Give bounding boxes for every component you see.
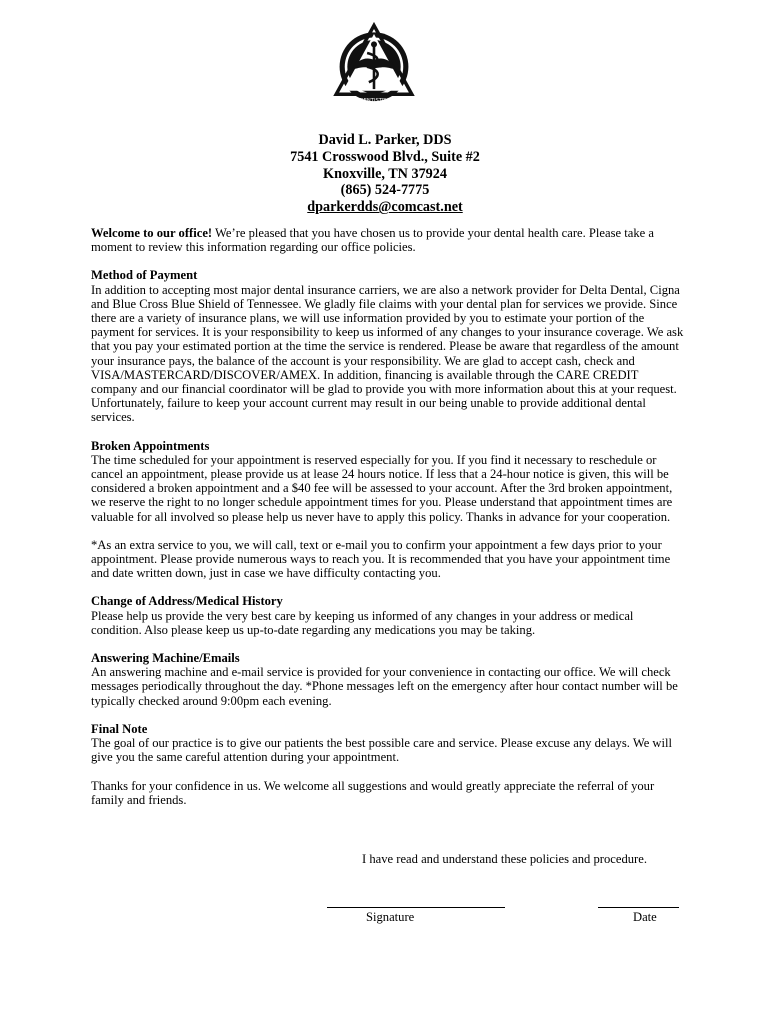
answering-text: An answering machine and e-mail service is provided for your convenience in contacting our office. We will check messages periodically throughout the day. *Phone messages left on the emergency after hour contact number will be typically checked around 9:00pm each evening. [91, 665, 678, 708]
date-label: Date [633, 910, 657, 924]
welcome-text: We’re pleased that you have chosen us to provide your dental health care. Please take a moment to review this information regarding our office policies. [91, 226, 654, 255]
practice-phone: (865) 524-7775 [340, 182, 430, 199]
practice-address-line1: 7541 Crosswood Blvd., Suite #2 [290, 148, 480, 165]
payment-text: In addition to accepting most major dental insurance carriers, we are also a network provider for Delta Dental, Cigna and Blue Cross Blue Shield of Tennessee. We gladly file claims with your dental plan for services we provide. Since there are a variety of insurance plans, we will use information provided by you to estimate your portion of the payment for services. It is your responsibility to keep us informed of any changes to your insurance coverage. We ask that you pay your estimated portion at the time the service is rendered. Please be aware that regardless of the amount your insurance pays, the balance of the account is your responsibility. We are glad to accept cash, check and VISA/MASTERCARD/DISCOVER/AMEX. In addition, financing is available through the CARE CREDIT company and our financial coordinator will be glad to provide you with more information about this at your request. Unfortunately, failure to keep your account current may result in our being unable to provide additional dental services. [91, 282, 684, 425]
address-change-heading: Change of Address/Medical History [91, 594, 283, 609]
date-line[interactable] [598, 907, 679, 908]
logo-text: DENTISTRY [359, 97, 389, 104]
broken-appointments-section [91, 439, 687, 524]
broken-heading: Broken Appointments [91, 438, 210, 453]
signature-line[interactable] [327, 907, 505, 908]
practice-name: David L. Parker, DDS [318, 132, 452, 148]
welcome-paragraph [91, 226, 687, 254]
acknowledgement-statement: I have read and understand these policies and procedure. [362, 852, 647, 866]
thanks-paragraph: Thanks for your confidence in us. We welcome all suggestions and would greatly appreciate the referral of your family and friends. [91, 778, 655, 807]
answering-heading: Answering Machine/Emails [91, 651, 240, 666]
policy-body [91, 226, 687, 821]
welcome-lead: Welcome to our office! [91, 226, 213, 240]
payment-heading: Method of Payment [91, 268, 198, 283]
broken-text: The time scheduled for your appointment is reserved especially for you. If you find it necessary to reschedule or cancel an appointment, please provide us at lease 24 hours notice. If less that a 24-hour notice is given, this will be considered a broken appointment and a $40 fee will be assessed to your account. After the 3rd broken appointment, we reserve the right to no longer schedule appointment times for you. Please understand that appointment times are valuable for all involved so please help us never have to apply this policy. Thanks in advance for your cooperation. [91, 452, 673, 524]
final-note-section [91, 722, 687, 765]
practice-address-line2: Knoxville, TN 37924 [323, 165, 447, 182]
practice-email-link[interactable]: dparkerdds@comcast.net [307, 199, 463, 216]
answering-section [91, 651, 687, 708]
final-text: The goal of our practice is to give our patients the best possible care and service. Please excuse any delays. We will give you the same careful attention during your appointment. [91, 736, 673, 765]
signature-label: Signature [366, 910, 415, 924]
address-change-section [91, 594, 687, 637]
extra-service-paragraph: *As an extra service to you, we will call, text or e-mail you to confirm your appointment a few days prior to your appointment. Please provide numerous ways to reach you. It is recommended that you have your appointment time and date written down, just in case we have difficulty contacting you. [91, 537, 671, 581]
address-change-text: Please help us provide the very best care by keeping us informed of any changes in your address or medical condition. Also please keep us up-to-date regarding any medications you may be taking. [91, 608, 634, 637]
final-heading: Final Note [91, 721, 148, 736]
practice-header [0, 132, 770, 216]
payment-section [91, 268, 687, 424]
dental-logo-icon [331, 22, 417, 108]
